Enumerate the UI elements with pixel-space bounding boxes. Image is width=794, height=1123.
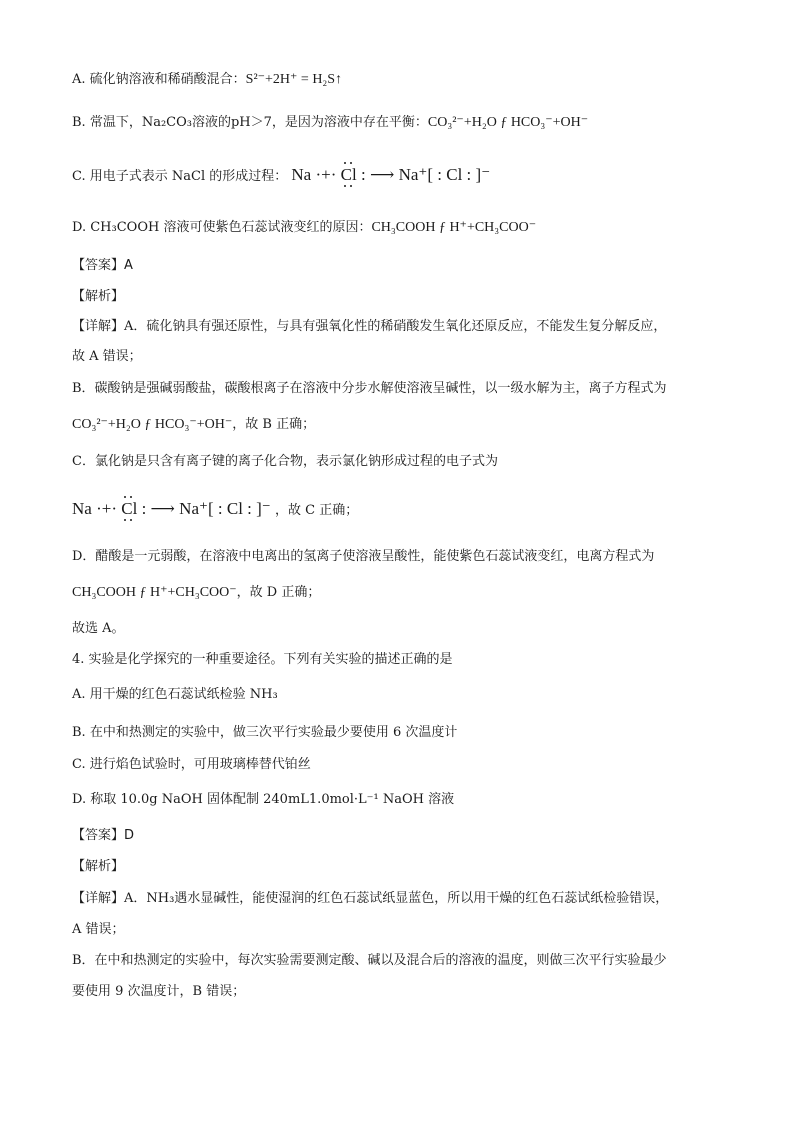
option-b-equation: CO₃²⁻+H₂O ƒ HCO₃⁻+OH⁻ [427,115,589,130]
option-c-line [72,166,490,183]
question-4-stem: 4. 实验是化学探究的一种重要途径。下列有关实验的描述正确的是 [72,652,453,667]
detail-d-tail: ，故 D 正确； [236,585,321,600]
option-a-line [72,73,342,87]
lewis-product-2: Na⁺[ : Cl : ]⁻ [179,499,271,518]
nacl-formation-diagram [291,165,490,184]
option-c-label: C. 用电子式表示 NaCl 的形成过程： [72,169,288,184]
option-d-label: D. CH₃COOH 溶液可使紫色石蕊试液变红的原因： [72,220,372,235]
colon-dots-2: : [141,499,147,518]
detail2-a-line-2: A 错误； [72,922,125,937]
option-a-label: A. 硫化钠溶液和稀硝酸混合： [72,72,246,87]
conclusion-1: 故选 A。 [72,621,125,636]
answer-2: 【答案】D [72,828,135,843]
reaction-arrow-icon-2: ⟶ [150,499,175,518]
colon-dots: : [360,165,366,184]
electron-transfer-arrow-icon-2: ·+· [96,499,117,518]
detail-d-equation: CH₃COOH ƒ H⁺+CH₃COO⁻ [72,585,237,600]
analysis-heading-2: 【解析】 [72,859,125,874]
detail-a-line-1: 【详解】A．硫化钠具有强还原性，与具有强氧化性的稀硝酸发生氧化还原反应，不能发生复分解反应， [72,319,667,334]
detail-b-equation: CO₃²⁻+H₂O ƒ HCO₃⁻+OH⁻ [72,417,233,432]
analysis-heading-1: 【解析】 [72,289,125,304]
detail2-b-line-2: 要使用 9 次温度计，B 错误； [72,984,246,999]
lewis-na-2: Na [72,499,92,518]
detail2-a-line-1: 【详解】A．NH₃遇水显碱性，能使湿润的红色石蕊试纸显蓝色，所以用干燥的红色石蕊试纸检验错误， [72,891,669,906]
question-4-option-c: C. 进行焰色试验时，可用玻璃棒替代铂丝 [72,757,311,772]
electron-transfer-arrow-icon: ·+· [315,165,337,184]
detail-b-line-2 [72,418,315,432]
detail-d-line-1: D．醋酸是一元弱酸，在溶液中电离出的氢离子使溶液呈酸性，能使紫色石蕊试液变红，电离方程式为 [72,549,655,564]
detail-c-line-2 [72,500,358,517]
lewis-cl: Cl [341,166,357,183]
option-a-equation: S²⁻+2H⁺ = H₂S↑ [245,72,343,87]
detail-b-tail: ，故 B 正确； [232,417,316,432]
question-4-option-b: B. 在中和热测定的实验中，做三次平行实验最少要使用 6 次温度计 [72,725,458,740]
lewis-product: Na⁺[ : Cl : ]⁻ [398,165,491,184]
detail-b-line-1: B．碳酸钠是强碱弱酸盐，碳酸根离子在溶液中分步水解使溶液呈碱性，以一级水解为主，离子方程式为 [72,381,667,396]
option-b-label: B. 常温下，Na₂CO₃溶液的pH＞7，是因为溶液中存在平衡： [72,115,428,130]
question-4-option-d: D. 称取 10.0g NaOH 固体配制 240mL1.0mol·L⁻¹ NaOH 溶液 [72,792,455,807]
lewis-cl-2: Cl [121,500,137,517]
reaction-arrow-icon: ⟶ [369,165,395,184]
detail-c-line-1: C．氯化钠是只含有离子键的离子化合物，表示氯化钠形成过程的电子式为 [72,454,498,469]
detail-a-line-2: 故 A 错误； [72,349,142,364]
option-b-line [72,116,588,130]
answer-1: 【答案】A [72,258,133,273]
detail-c-tail: ，故 C 正确； [275,503,359,518]
nacl-formation-diagram-2 [72,499,275,518]
question-4-option-a: A. 用干燥的红色石蕊试纸检验 NH₃ [72,687,278,702]
detail-d-line-2 [72,586,320,600]
option-d-line [72,221,536,235]
detail2-b-line-1: B．在中和热测定的实验中，每次实验需要测定酸、碱以及混合后的溶液的温度，则做三次平行实验最少 [72,953,667,968]
option-d-equation: CH₃COOH ƒ H⁺+CH₃COO⁻ [371,220,537,235]
lewis-na: Na [291,165,312,184]
